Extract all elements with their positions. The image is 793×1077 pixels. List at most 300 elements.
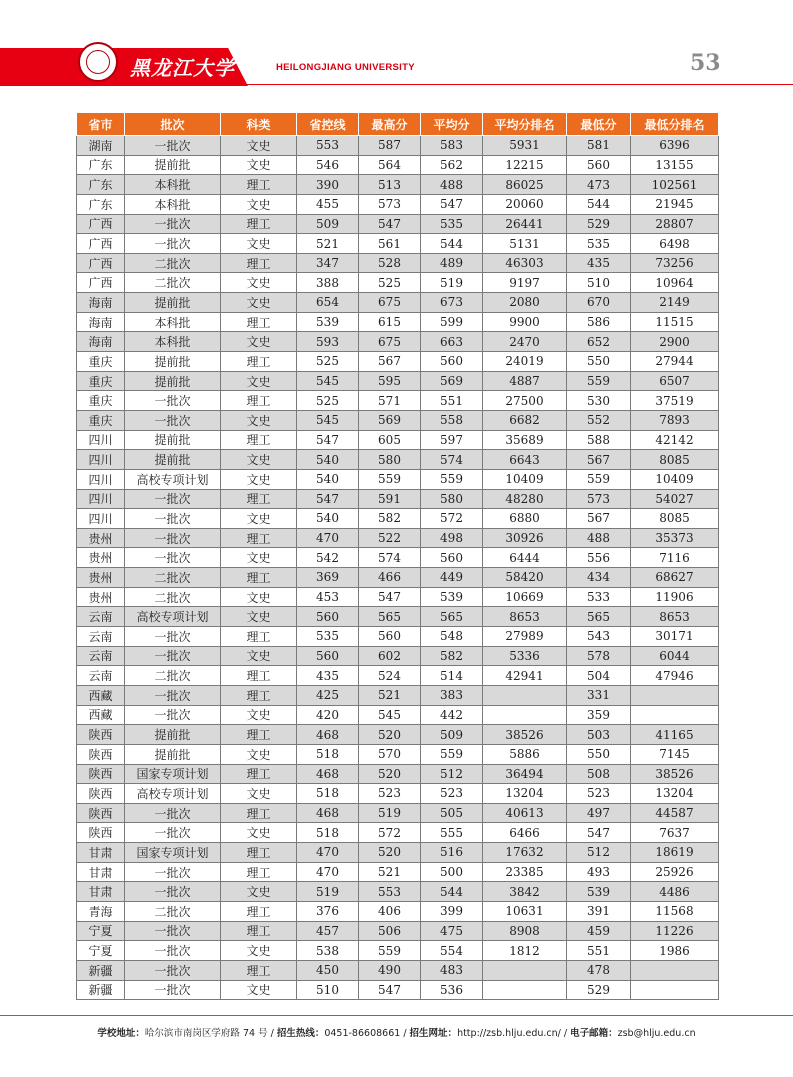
table-cell: 理工 [221,725,297,745]
table-cell: 535 [421,214,483,234]
table-cell: 442 [421,705,483,725]
table-cell [631,705,719,725]
table-body [77,136,719,1000]
table-cell: 593 [297,332,359,352]
table-cell: 435 [297,666,359,686]
table-cell: 甘肃 [77,882,125,902]
table-cell: 37519 [631,391,719,411]
table-cell: 26441 [483,214,567,234]
table-cell: 6044 [631,646,719,666]
table-cell: 35373 [631,528,719,548]
table-cell: 58420 [483,568,567,588]
column-header: 省控线 [297,113,359,136]
table-cell: 一批次 [125,489,221,509]
table-row [77,410,719,430]
table-cell: 贵州 [77,528,125,548]
table-cell: 13204 [631,784,719,804]
table-cell: 一批次 [125,862,221,882]
table-cell: 文史 [221,332,297,352]
table-cell: 560 [359,627,421,647]
table-cell: 652 [567,332,631,352]
table-cell: 470 [297,528,359,548]
table-cell: 一批次 [125,803,221,823]
table-cell: 8653 [631,607,719,627]
address-label: 学校地址： [97,1028,145,1039]
table-cell: 523 [421,784,483,804]
table-cell: 20060 [483,194,567,214]
table-cell: 理工 [221,430,297,450]
table-cell: 文史 [221,194,297,214]
table-cell: 544 [567,194,631,214]
table-row [77,273,719,293]
table-cell: 13155 [631,155,719,175]
table-cell: 17632 [483,843,567,863]
table-cell: 578 [567,646,631,666]
table-row [77,194,719,214]
table-cell: 一批次 [125,960,221,980]
table-cell: 559 [421,744,483,764]
table-cell: 2080 [483,293,567,313]
table-row [77,391,719,411]
table-cell: 533 [567,587,631,607]
table-cell: 540 [297,469,359,489]
table-cell: 文史 [221,293,297,313]
email[interactable]: zsb@hlju.edu.cn [617,1028,696,1039]
table-cell: 503 [567,725,631,745]
table-cell: 贵州 [77,568,125,588]
table-cell: 理工 [221,843,297,863]
table-cell: 陕西 [77,725,125,745]
table-cell: 文史 [221,450,297,470]
table-cell: 588 [567,430,631,450]
table-cell: 文史 [221,136,297,156]
table-row [77,627,719,647]
table-cell: 331 [567,685,631,705]
table-cell: 理工 [221,175,297,195]
table-cell: 559 [421,469,483,489]
table-cell: 514 [421,666,483,686]
table-row [77,764,719,784]
table-cell: 6396 [631,136,719,156]
table-cell: 545 [359,705,421,725]
page-number: 53 [690,50,721,76]
table-cell: 一批次 [125,627,221,647]
table-row [77,312,719,332]
table-cell: 498 [421,528,483,548]
table-cell: 560 [297,607,359,627]
table-cell: 西藏 [77,705,125,725]
table-cell: 38526 [631,764,719,784]
table-cell: 553 [359,882,421,902]
table-cell [483,960,567,980]
table-cell: 24019 [483,352,567,372]
table-cell: 457 [297,921,359,941]
table-cell: 5131 [483,234,567,254]
table-cell: 理工 [221,685,297,705]
table-cell: 539 [297,312,359,332]
table-cell: 459 [567,921,631,941]
table-row [77,528,719,548]
table-cell: 30171 [631,627,719,647]
table-cell: 四川 [77,430,125,450]
table-cell: 553 [297,136,359,156]
table-cell: 521 [359,685,421,705]
column-header: 科类 [221,113,297,136]
table-cell: 519 [359,803,421,823]
table-cell: 二批次 [125,587,221,607]
table-cell: 450 [297,960,359,980]
table-cell: 贵州 [77,587,125,607]
column-header: 平均分 [421,113,483,136]
table-cell: 一批次 [125,548,221,568]
table-cell: 510 [297,980,359,1000]
table-cell: 文史 [221,273,297,293]
column-header: 最高分 [359,113,421,136]
table-cell: 555 [421,823,483,843]
table-cell: 560 [297,646,359,666]
page-footer: 学校地址：哈尔滨市南岗区学府路 74 号 / 招生热线：0451-86608661 / 招生网址：http://zsb.hlju.edu.cn/ / 电子邮箱：zsb@hlju.edu.cn [97,1028,696,1039]
table-cell: 27989 [483,627,567,647]
table-row [77,175,719,195]
table-cell: 湖南 [77,136,125,156]
table-cell: 高校专项计划 [125,607,221,627]
table-cell: 一批次 [125,882,221,902]
table-row [77,921,719,941]
table-cell: 567 [567,509,631,529]
table-cell: 陕西 [77,803,125,823]
table-cell: 562 [421,155,483,175]
table-cell: 54027 [631,489,719,509]
table-row [77,646,719,666]
table-cell: 523 [359,784,421,804]
table-cell: 提前批 [125,352,221,372]
table-cell: 一批次 [125,685,221,705]
table-cell: 508 [567,764,631,784]
table-cell: 30926 [483,528,567,548]
table-cell: 518 [297,784,359,804]
table-cell: 理工 [221,528,297,548]
table-cell: 529 [567,980,631,1000]
table-cell: 一批次 [125,980,221,1000]
table-cell: 36494 [483,764,567,784]
table-cell: 559 [567,371,631,391]
table-cell [483,685,567,705]
table-cell: 519 [297,882,359,902]
table-cell: 12215 [483,155,567,175]
hotline-label: 招生热线： [276,1028,325,1039]
table-cell: 四川 [77,450,125,470]
table-cell: 二批次 [125,666,221,686]
table-cell: 10631 [483,901,567,921]
table-cell: 27500 [483,391,567,411]
table-row [77,489,719,509]
table-cell: 6444 [483,548,567,568]
table-cell: 559 [567,469,631,489]
table-cell: 493 [567,862,631,882]
table-cell: 530 [567,391,631,411]
table-row [77,607,719,627]
table-cell: 489 [421,253,483,273]
table-row [77,941,719,961]
table-cell: 6466 [483,823,567,843]
table-row [77,214,719,234]
table-cell: 490 [359,960,421,980]
table-cell: 广西 [77,214,125,234]
table-cell: 理工 [221,214,297,234]
table-cell: 42142 [631,430,719,450]
table-cell: 521 [359,862,421,882]
table-cell: 504 [567,666,631,686]
table-cell: 提前批 [125,744,221,764]
table-cell: 4887 [483,371,567,391]
table-cell: 654 [297,293,359,313]
table-cell: 512 [421,764,483,784]
table-cell: 468 [297,725,359,745]
table-cell: 565 [421,607,483,627]
table-cell: 重庆 [77,391,125,411]
table-cell: 572 [359,823,421,843]
table-cell: 359 [567,705,631,725]
table-cell: 572 [421,509,483,529]
table-row [77,509,719,529]
table-cell: 41165 [631,725,719,745]
table-cell: 本科批 [125,194,221,214]
table-cell: 27944 [631,352,719,372]
table-row [77,253,719,273]
table-cell: 10409 [631,469,719,489]
table-cell: 9197 [483,273,567,293]
table-cell: 529 [567,214,631,234]
table-row [77,332,719,352]
table-cell: 520 [359,843,421,863]
table-cell: 73256 [631,253,719,273]
table-cell: 提前批 [125,430,221,450]
table-cell: 重庆 [77,410,125,430]
table-cell: 68627 [631,568,719,588]
table-cell: 广西 [77,273,125,293]
table-cell: 547 [567,823,631,843]
table-cell: 510 [567,273,631,293]
table-cell: 一批次 [125,921,221,941]
table-cell: 本科批 [125,175,221,195]
table-cell: 2470 [483,332,567,352]
table-cell: 539 [421,587,483,607]
table-cell: 文史 [221,607,297,627]
table-cell: 云南 [77,666,125,686]
page-header [0,42,793,86]
table-cell: 文史 [221,548,297,568]
table-cell: 560 [567,155,631,175]
table-cell: 广东 [77,155,125,175]
table-cell: 理工 [221,901,297,921]
table-cell: 宁夏 [77,941,125,961]
table-cell: 四川 [77,469,125,489]
table-row [77,469,719,489]
table-cell: 561 [359,234,421,254]
table-cell: 本科批 [125,312,221,332]
table-cell: 597 [421,430,483,450]
table-cell: 559 [359,941,421,961]
address: 哈尔滨市南岗区学府路 74 号 [144,1028,268,1039]
table-cell: 605 [359,430,421,450]
table-cell: 文史 [221,509,297,529]
table-cell: 552 [567,410,631,430]
table-cell: 四川 [77,489,125,509]
website-label: 招生网址： [409,1028,458,1039]
table-cell: 贵州 [77,548,125,568]
table-cell: 理工 [221,352,297,372]
table-cell: 25926 [631,862,719,882]
table-row [77,705,719,725]
table-cell: 673 [421,293,483,313]
table-cell: 本科批 [125,332,221,352]
table-cell: 536 [421,980,483,1000]
table-cell: 理工 [221,627,297,647]
table-cell: 重庆 [77,371,125,391]
table-cell: 545 [297,410,359,430]
table-cell: 广东 [77,194,125,214]
table-cell: 文史 [221,882,297,902]
table-cell: 391 [567,901,631,921]
table-cell: 388 [297,273,359,293]
table-cell: 甘肃 [77,843,125,863]
table-cell: 550 [567,352,631,372]
table-cell: 571 [359,391,421,411]
table-row [77,234,719,254]
table-cell: 535 [567,234,631,254]
table-cell [631,980,719,1000]
table-cell: 582 [359,509,421,529]
table-cell: 567 [567,450,631,470]
table-cell: 11226 [631,921,719,941]
table-cell: 543 [567,627,631,647]
table-cell: 文史 [221,744,297,764]
hotline: 0451-86608661 [324,1028,401,1039]
table-cell: 670 [567,293,631,313]
table-cell: 28807 [631,214,719,234]
table-cell: 521 [297,234,359,254]
table-cell: 506 [359,921,421,941]
table-cell: 一批次 [125,528,221,548]
table-cell: 文史 [221,469,297,489]
table-cell: 547 [359,214,421,234]
table-cell: 559 [359,469,421,489]
table-cell: 569 [359,410,421,430]
table-cell: 509 [297,214,359,234]
table-cell: 102561 [631,175,719,195]
table-cell: 551 [567,941,631,961]
table-cell: 453 [297,587,359,607]
table-cell: 10409 [483,469,567,489]
table-cell: 5931 [483,136,567,156]
table-cell: 570 [359,744,421,764]
table-cell: 42941 [483,666,567,686]
table-cell: 理工 [221,803,297,823]
table-row [77,568,719,588]
table-cell: 544 [421,882,483,902]
table-cell: 520 [359,764,421,784]
table-cell: 574 [359,548,421,568]
table-cell: 11906 [631,587,719,607]
table-cell: 547 [297,430,359,450]
table-cell: 545 [297,371,359,391]
table-cell: 522 [359,528,421,548]
table-cell: 理工 [221,253,297,273]
table-cell: 675 [359,293,421,313]
table-cell: 565 [359,607,421,627]
table-cell: 595 [359,371,421,391]
table-cell: 518 [297,823,359,843]
table-cell: 520 [359,725,421,745]
website[interactable]: http://zsb.hlju.edu.cn/ [457,1028,561,1039]
table-cell: 6498 [631,234,719,254]
table-cell: 383 [421,685,483,705]
table-cell: 538 [297,941,359,961]
table-cell: 高校专项计划 [125,469,221,489]
table-cell: 理工 [221,312,297,332]
table-cell: 470 [297,843,359,863]
table-cell: 文史 [221,646,297,666]
table-cell: 547 [421,194,483,214]
table-cell: 44587 [631,803,719,823]
table-cell: 46303 [483,253,567,273]
table-cell: 48280 [483,489,567,509]
table-cell: 文史 [221,980,297,1000]
table-cell: 6643 [483,450,567,470]
table-cell: 理工 [221,568,297,588]
table-cell: 理工 [221,764,297,784]
column-header: 最低分排名 [631,113,719,136]
table-cell: 陕西 [77,823,125,843]
table-cell: 580 [359,450,421,470]
table-cell [631,685,719,705]
table-cell: 524 [359,666,421,686]
table-row [77,352,719,372]
table-cell: 475 [421,921,483,941]
table-cell: 513 [359,175,421,195]
table-cell: 468 [297,803,359,823]
table-cell: 587 [359,136,421,156]
table-cell: 理工 [221,666,297,686]
table-cell: 海南 [77,312,125,332]
table-cell: 586 [567,312,631,332]
table-cell: 理工 [221,489,297,509]
table-cell: 文史 [221,410,297,430]
table-cell: 理工 [221,921,297,941]
table-cell: 提前批 [125,450,221,470]
table-cell: 10964 [631,273,719,293]
table-row [77,725,719,745]
admission-scores-table [76,112,719,1000]
table-cell: 9900 [483,312,567,332]
table-cell: 602 [359,646,421,666]
table-cell: 455 [297,194,359,214]
table-cell: 一批次 [125,823,221,843]
table-cell: 565 [567,607,631,627]
table-cell: 甘肃 [77,862,125,882]
table-cell: 478 [567,960,631,980]
table-cell: 7116 [631,548,719,568]
table-cell: 523 [567,784,631,804]
table-cell: 8908 [483,921,567,941]
table-cell: 一批次 [125,646,221,666]
table-cell: 540 [297,450,359,470]
table-cell: 512 [567,843,631,863]
table-cell: 国家专项计划 [125,843,221,863]
table-cell: 重庆 [77,352,125,372]
table-cell [631,960,719,980]
table-cell: 1812 [483,941,567,961]
